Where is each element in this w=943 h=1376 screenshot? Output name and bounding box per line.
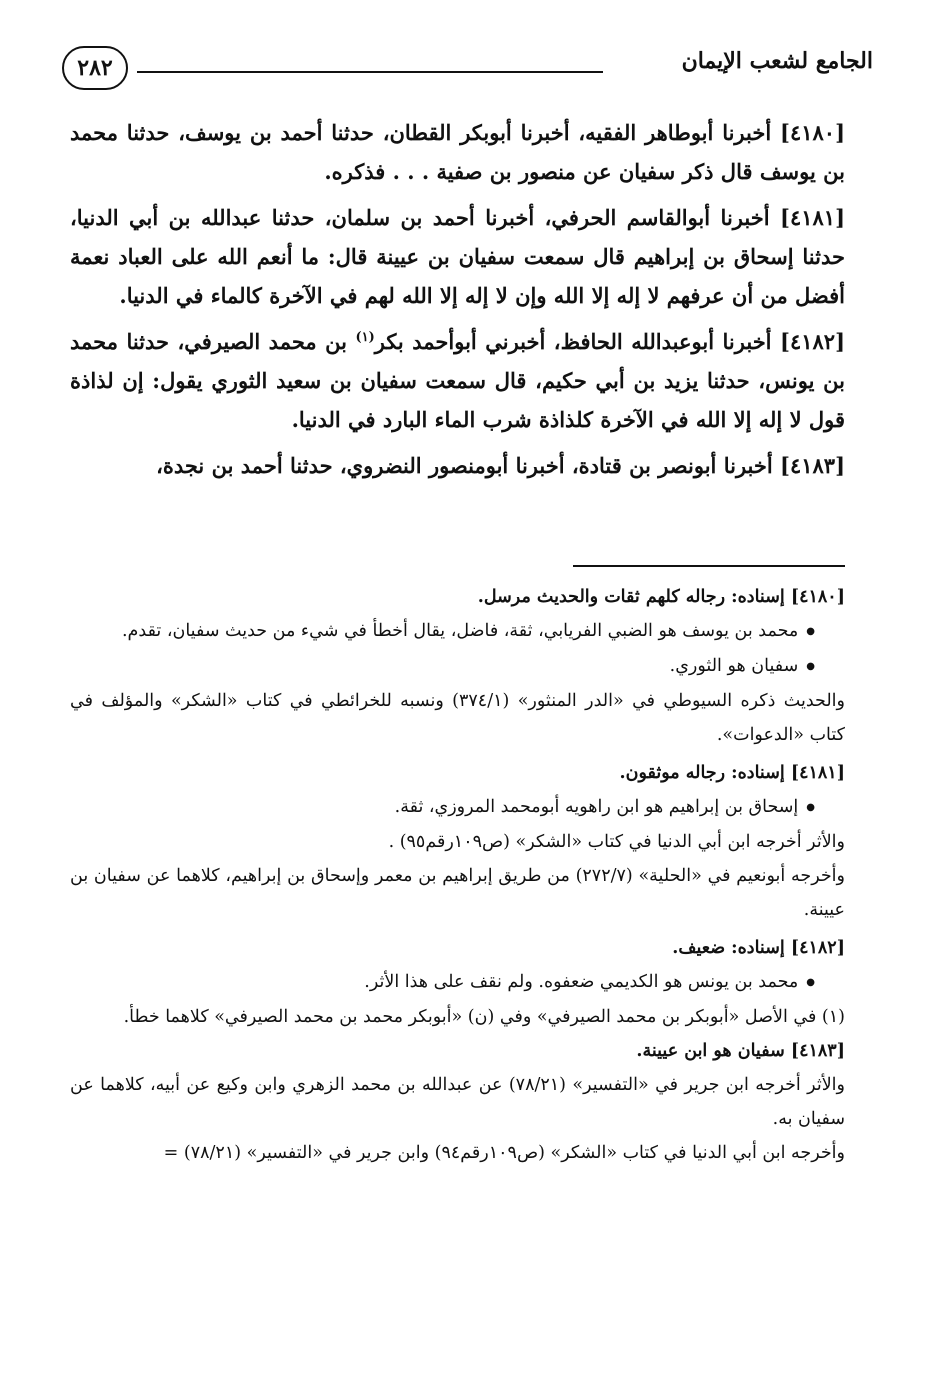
page-number: ٢٨٢ xyxy=(62,46,128,90)
note-bullet: ● إسحاق بن إبراهيم هو ابن راهويه أبومحمد المروزي، ثقة. xyxy=(70,790,845,825)
hadith-4183 xyxy=(70,446,845,485)
hadith-text: أخبرنا أبونصر بن قتادة، أخبرنا أبومنصور النضروي، حدثنا أحمد بن نجدة، xyxy=(156,453,773,478)
note-bullet: ● سفيان هو الثوري. xyxy=(70,649,845,684)
footnote-separator xyxy=(573,565,845,567)
note-paragraph: والأثر أخرجه ابن أبي الدنيا في كتاب «الشكر» (ص١٠٩رقم٩٥) . xyxy=(388,832,845,852)
footnote-marker[interactable]: (١) xyxy=(355,330,375,345)
page-header xyxy=(62,38,873,102)
hadith-4182 xyxy=(70,322,845,439)
hadith-text: أخبرنا أبوالقاسم الحرفي، أخبرنا أحمد بن سلمان، حدثنا عبدالله بن أبي الدنيا، حدثنا إسحاق بن إبراهيم قال سمعت سفيان بن عيينة قال: ما أنعم الله على العباد نعمة أفضل من أن عرفهم لا إله إلا الله وإن لا إله إلا الله لهم في الآخرة كالماء في الدنيا. xyxy=(70,205,845,308)
note-heading: [٤١٨٢] إسناده: ضعيف. xyxy=(672,938,845,958)
note-heading: [٤١٨١] إسناده: رجاله موثقون. xyxy=(619,763,845,783)
commentary-notes xyxy=(70,580,845,1170)
footnote-1: (١) في الأصل «أبوبكر بن محمد الصيرفي» وفي (ن) «أبوبكر محمد بن محمد الصيرفي» كلاهما خطأ. xyxy=(123,1007,845,1027)
hadith-number: [٤١٨٣] xyxy=(780,453,845,478)
hadith-number: [٤١٨٠] xyxy=(780,120,846,145)
note-paragraph: والأثر أخرجه ابن جرير في «التفسير» (٧٨/٢١) عن عبدالله بن محمد الزهري وابن وكيع عن أبيه، كلاهما عن سفيان به. xyxy=(70,1075,845,1129)
hadith-number: [٤١٨٢] xyxy=(780,329,846,354)
hadith-text: أخبرنا أبوعبدالله الحافظ، أخبرني أبوأحمد بكر xyxy=(374,329,772,354)
note-heading: [٤١٨٠] إسناده: رجاله كلهم ثقات والحديث مرسل. xyxy=(477,587,845,607)
note-heading: [٤١٨٣] سفيان هو ابن عيينة. xyxy=(636,1041,845,1061)
hadith-number: [٤١٨١] xyxy=(780,205,845,230)
hadith-4180 xyxy=(70,113,845,191)
hadith-text: أخبرنا أبوطاهر الفقيه، أخبرنا أبوبكر القطان، حدثنا أحمد بن يوسف، حدثنا محمد بن يوسف قال ذكر سفيان عن منصور بن صفية . . . فذكره. xyxy=(70,120,845,184)
hadith-text: بن محمد الصيرفي، حدثنا محمد بن يونس، حدثنا يزيد بن أبي حكيم، قال سمعت سفيان بن سعيد الثوري يقول: إن لذاذة قول لا إله إلا الله في الآخرة كلذاذة شرب الماء البارد في الدنيا. xyxy=(70,329,845,432)
note-paragraph: وأخرجه أبونعيم في «الحلية» (٢٧٢/٧) من طريق إبراهيم بن معمر وإسحاق بن إبراهيم، كلاهما عن سفيان بن عيينة. xyxy=(70,866,845,920)
note-paragraph: وأخرجه ابن أبي الدنيا في كتاب «الشكر» (ص١٠٩رقم٩٤) وابن جرير في «التفسير» (٧٨/٢١) = xyxy=(163,1143,845,1163)
hadith-4181 xyxy=(70,198,845,315)
book-title: الجامع لشعب الإيمان xyxy=(681,48,873,74)
header-rule xyxy=(137,71,603,73)
note-paragraph: والحديث ذكره السيوطي في «الدر المنثور» (٣٧٤/١) ونسبه للخرائطي في كتاب «الشكر» والمؤلف في كتاب «الدعوات». xyxy=(70,691,845,745)
note-bullet: ● محمد بن يوسف هو الضبي الفريابي، ثقة، فاضل، يقال أخطأ في شيء من حديث سفيان، تقدم. xyxy=(70,614,845,649)
note-bullet: ● محمد بن يونس هو الكديمي ضعفوه. ولم نقف على هذا الأثر. xyxy=(70,965,845,1000)
main-text xyxy=(70,113,845,492)
